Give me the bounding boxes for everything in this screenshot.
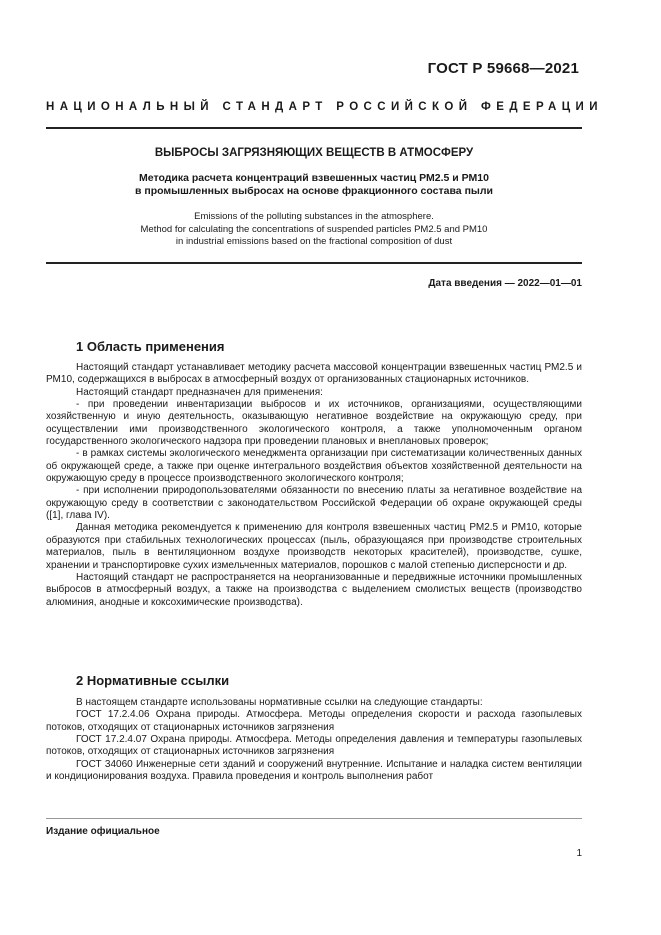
introduction-date: Дата введения — 2022—01—01 <box>428 278 582 289</box>
paragraph: Данная методика рекомендуется к применению для контроля взвешенных частиц РМ2.5 и РМ10, которые образуются при стабильных технологических процессах (пыль, образующаяся при производстве строительных материалов, пыль в вентиляционном воздухе производств некоторых красителей), производстве, сушке, хранении и транспортировке сухих измельченных материалов, порошков с малой степенью дисперсности и др. <box>46 522 582 571</box>
section-2-heading: 2 Нормативные ссылки <box>76 673 230 688</box>
document-subtitle <box>46 172 582 198</box>
english-title <box>46 211 582 249</box>
gost-number: ГОСТ Р 59668—2021 <box>427 60 579 77</box>
top-divider <box>46 127 582 129</box>
paragraph: Настоящий стандарт устанавливает методику расчета массовой концентрации взвешенных частиц РМ2.5 и РМ10, содержащихся в выбросах в атмосферный воздух от организованных стационарных источников. <box>46 362 582 386</box>
section-1-body <box>46 362 582 609</box>
bottom-divider <box>46 262 582 264</box>
paragraph: Настоящий стандарт предназначен для применения: <box>76 386 323 398</box>
english-title-line-2: Method for calculating the concentrations of suspended particles PM2.5 and PM10 <box>140 223 488 235</box>
national-standard-banner <box>46 101 603 113</box>
page-number: 1 <box>576 848 582 859</box>
footer-divider <box>46 818 582 819</box>
paragraph: ГОСТ 17.2.4.06 Охрана природы. Атмосфера. Методы определения скорости и расхода газопылевых потоков, отходящих от стационарных источников загрязнения <box>46 709 582 733</box>
national-standard-text: НАЦИОНАЛЬНЫЙ СТАНДАРТ РОССИЙСКОЙ ФЕДЕРАЦИИ <box>46 101 603 113</box>
official-edition-label: Издание официальное <box>46 826 160 837</box>
section-1-heading: 1 Область применения <box>76 339 225 354</box>
paragraph: ГОСТ 34060 Инженерные сети зданий и сооружений внутренние. Испытание и наладка систем вентиляции и кондиционирования воздуха. Правила проведения и контроль выполнения работ <box>46 758 582 783</box>
subtitle-line-2: в промышленных выбросах на основе фракционного состава пыли <box>135 185 493 197</box>
paragraph: Настоящий стандарт не распространяется на неорганизованные и передвижные источники промышленных выбросов в атмосферный воздух, а также на производства с выделением смолистых веществ (производство алюминия, анодные и коксохимические производства). <box>46 571 582 608</box>
english-title-line-3: in industrial emissions based on the fractional composition of dust <box>175 236 453 247</box>
paragraph: ГОСТ 17.2.4.07 Охрана природы. Атмосфера. Методы определения давления и температуры газопылевых потоков, отходящих от стационарных источников загрязнения <box>46 734 582 758</box>
paragraph: - при исполнении природопользователями обязанности по внесению платы за негативное воздействие на окружающую среду в соответствии с законодательством Российской Федерации об охране окружающей среды ([1], глава IV). <box>46 485 582 522</box>
paragraph: В настоящем стандарте использованы нормативные ссылки на следующие стандарты: <box>76 697 483 708</box>
subtitle-line-1: Методика расчета концентраций взвешенных частиц РМ2.5 и РМ10 <box>139 172 489 184</box>
document-title: ВЫБРОСЫ ЗАГРЯЗНЯЮЩИХ ВЕЩЕСТВ В АТМОСФЕРУ <box>154 147 474 159</box>
section-2-body <box>46 697 582 783</box>
english-title-line-1: Emissions of the polluting substances in the atmosphere. <box>194 211 434 222</box>
paragraph: - при проведении инвентаризации выбросов и их источников, организациями, осуществляющими хозяйственную и иную деятельность, оказывающую негативное воздействие на окружающую среду, при осуществлении ими производственного экологического контроля, а также уполномоченным органом государственного экологического надзора при проведении плановых и внеплановых проверок; <box>46 399 582 448</box>
paragraph: - в рамках системы экологического менеджмента организации при систематизации количественных данных об окружающей среде, а также при оценке интегрального воздействия объектов хозяйственной деятельности на окружающую среду в процессе производственного экологического контроля; <box>46 448 582 485</box>
